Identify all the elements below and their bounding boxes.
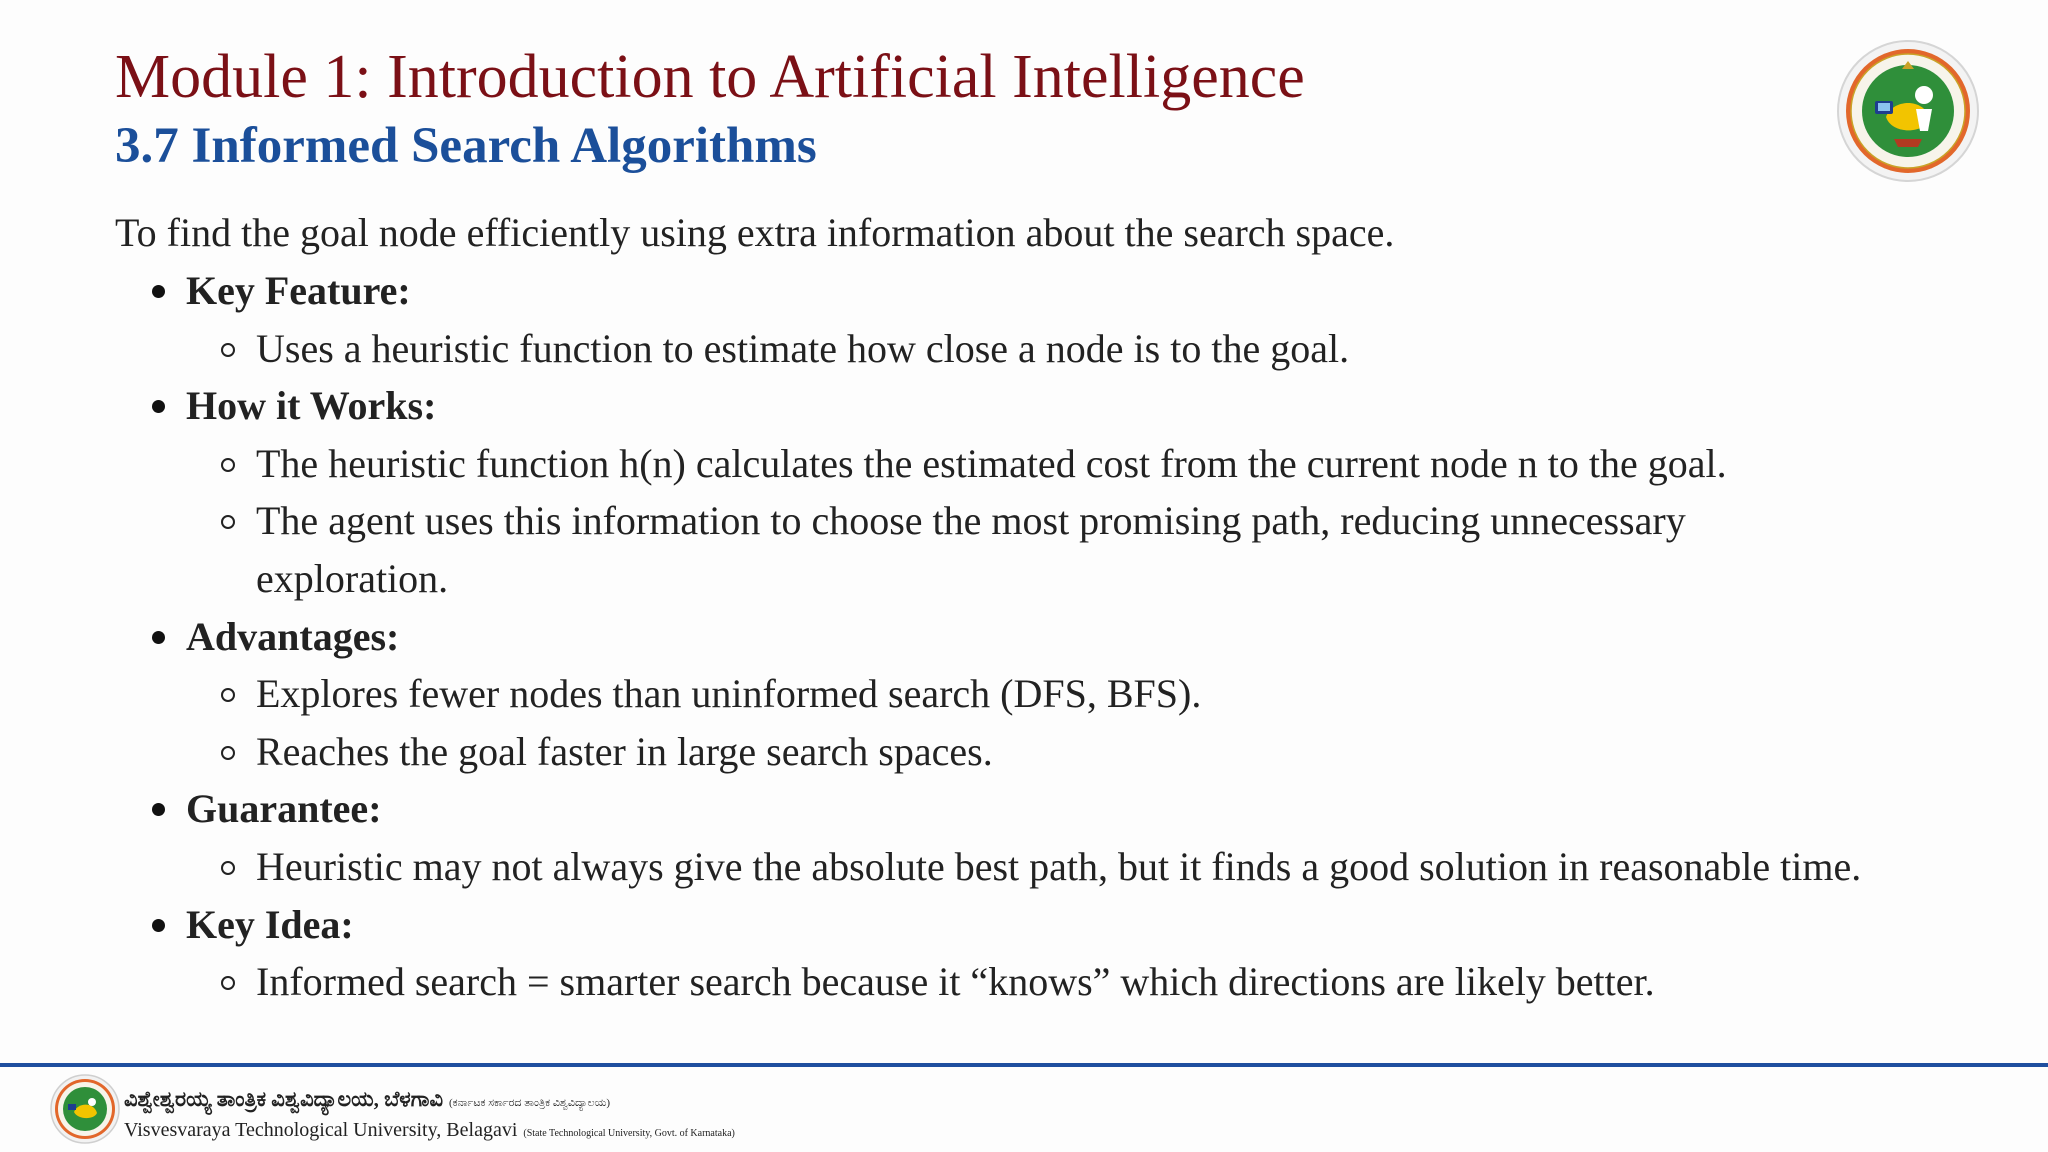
university-name-english: Visvesvaraya Technological University, Belagavi [124, 1119, 518, 1141]
footer-native-line [124, 1085, 735, 1117]
list-item [0, 320, 2048, 378]
list-item [0, 665, 2048, 723]
list-item [0, 723, 2048, 781]
module-title: Module 1: Introduction to Artificial Intelligence [115, 43, 1305, 111]
footer-divider [0, 1063, 2048, 1067]
section-heading: How it Works: [186, 383, 437, 429]
footer-english-line [124, 1117, 735, 1147]
list-item-continuation [0, 550, 2048, 608]
footer-university-name [124, 1085, 735, 1147]
hollow-bullet-icon [221, 515, 235, 529]
section-guarantee [0, 780, 2048, 838]
section-title: 3.7 Informed Search Algorithms [115, 118, 817, 174]
university-seal-icon [1836, 39, 1980, 183]
hollow-bullet-icon [221, 976, 235, 990]
bullet-icon [152, 803, 165, 816]
section-key-feature [0, 262, 2048, 320]
list-item-text: Explores fewer nodes than uninformed search (DFS, BFS). [256, 671, 1202, 717]
list-item-text: exploration. [256, 555, 449, 601]
list-item-text: The heuristic function h(n) calculates the estimated cost from the current node n to the goal. [256, 440, 1727, 486]
section-key-idea [0, 896, 2048, 954]
section-heading: Guarantee: [186, 786, 382, 832]
list-item-text: Informed search = smarter search because it “knows” which directions are likely better. [256, 959, 1655, 1005]
list-item-text: Uses a heuristic function to estimate how close a node is to the goal. [256, 325, 1350, 371]
bullet-icon [152, 631, 165, 644]
list-item [0, 838, 2048, 896]
section-advantages [0, 608, 2048, 666]
intro-text: To find the goal node efficiently using extra information about the search space. [115, 210, 1395, 255]
section-heading: Advantages: [186, 613, 400, 659]
hollow-bullet-icon [221, 688, 235, 702]
list-item-text: Reaches the goal faster in large search spaces. [256, 728, 993, 774]
section-how-it-works [0, 377, 2048, 435]
list-item-text: Heuristic may not always give the absolute best path, but it finds a good solution in reasonable time. [256, 843, 1862, 889]
list-item [0, 953, 2048, 1011]
university-name-native: ವಿಶ್ವೇಶ್ವರಯ್ಯ ತಾಂತ್ರಿಕ ವಿಶ್ವವಿದ್ಯಾಲಯ, ಬೆಳಗಾವಿ [124, 1087, 444, 1111]
bullet-list [0, 262, 2048, 1011]
section-heading: Key Feature: [186, 268, 411, 313]
list-item [0, 492, 2048, 550]
university-note-english: (State Technological University, Govt. of Karnataka) [523, 1128, 735, 1139]
hollow-bullet-icon [221, 458, 235, 472]
university-note-native: (ಕರ್ನಾಟಕ ಸರ್ಕಾರದ ತಾಂತ್ರಿಕ ವಿಶ್ವವಿದ್ಯಾಲಯ) [449, 1097, 611, 1109]
bullet-icon [152, 400, 165, 413]
list-item [0, 435, 2048, 493]
bullet-icon [152, 919, 165, 932]
list-item-text: The agent uses this information to choose the most promising path, reducing unnecessary [256, 498, 1686, 544]
hollow-bullet-icon [221, 861, 235, 875]
hollow-bullet-icon [221, 343, 235, 357]
footer-university-seal-icon [50, 1074, 120, 1144]
bullet-icon [152, 285, 165, 298]
hollow-bullet-icon [221, 746, 235, 760]
section-heading: Key Idea: [186, 901, 354, 947]
